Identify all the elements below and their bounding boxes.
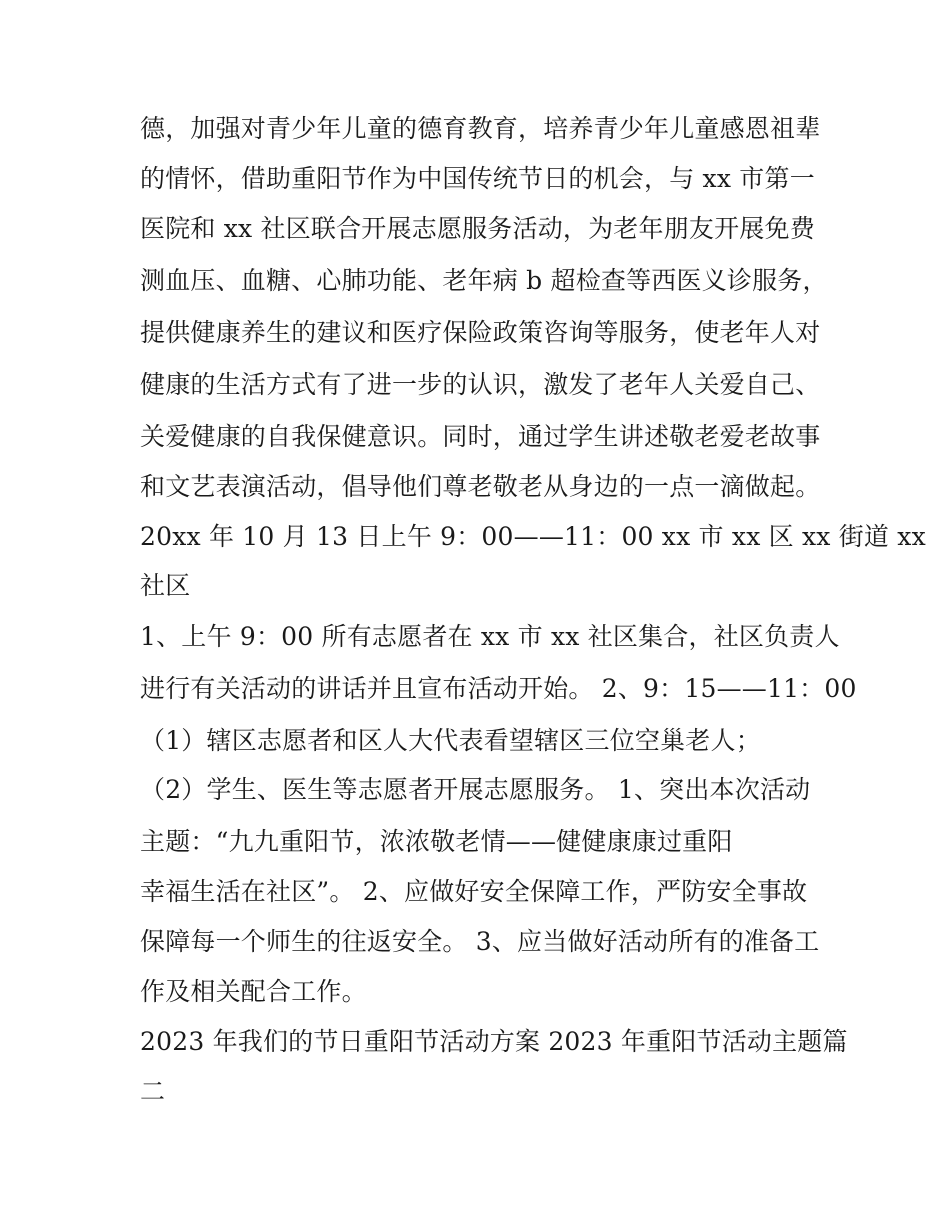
text-line: 作及相关配合工作。 (140, 977, 367, 1006)
text-line: 1、上午 9：00 所有志愿者在 xx 市 xx 社区集合，社区负责人 (140, 622, 840, 651)
text-line: 社区 (140, 571, 191, 600)
text-line: 幸福生活在社区”。 2、应做好安全保障工作，严防安全事故 (140, 877, 808, 906)
text-line: 德，加强对青少年儿童的德育教育，培养青少年儿童感恩祖辈 (140, 114, 821, 143)
text-line: 医院和 xx 社区联合开展志愿服务活动，为老年朋友开展免费 (140, 214, 815, 243)
text-line: 健康的生活方式有了进一步的认识，激发了老年人关爱自己、 (140, 370, 821, 399)
text-line: （1）辖区志愿者和区人大代表看望辖区三位空巢老人； (140, 726, 761, 755)
text-line: 和文艺表演活动，倡导他们尊老敬老从身边的一点一滴做起。 (140, 472, 821, 501)
text-line: 20xx 年 10 月 13 日上午 9：00——11：00 xx 市 xx 区 xx 街道 xx (140, 522, 926, 551)
text-line: 2023 年我们的节日重阳节活动方案 2023 年重阳节活动主题篇 (140, 1027, 848, 1056)
text-line: 关爱健康的自我保健意识。同时，通过学生讲述敬老爱老故事 (140, 422, 821, 451)
text-line: 保障每一个师生的往返安全。 3、应当做好活动所有的准备工 (140, 927, 820, 956)
text-line: （2）学生、医生等志愿者开展志愿服务。 1、突出本次活动 (140, 775, 811, 804)
text-line: 的情怀，借助重阳节作为中国传统节日的机会，与 xx 市第一 (140, 164, 815, 193)
text-line: 测血压、血糖、心肺功能、老年病 b 超检查等西医义诊服务， (140, 266, 828, 295)
text-line: 进行有关活动的讲话并且宣布活动开始。 2、9：15——11：00 (140, 674, 857, 703)
text-line: 提供健康养生的建议和医疗保险政策咨询等服务，使老年人对 (140, 318, 821, 347)
text-line: 二 (140, 1077, 166, 1106)
text-line: 主题：“九九重阳节，浓浓敬老情——健健康康过重阳 (140, 827, 733, 856)
